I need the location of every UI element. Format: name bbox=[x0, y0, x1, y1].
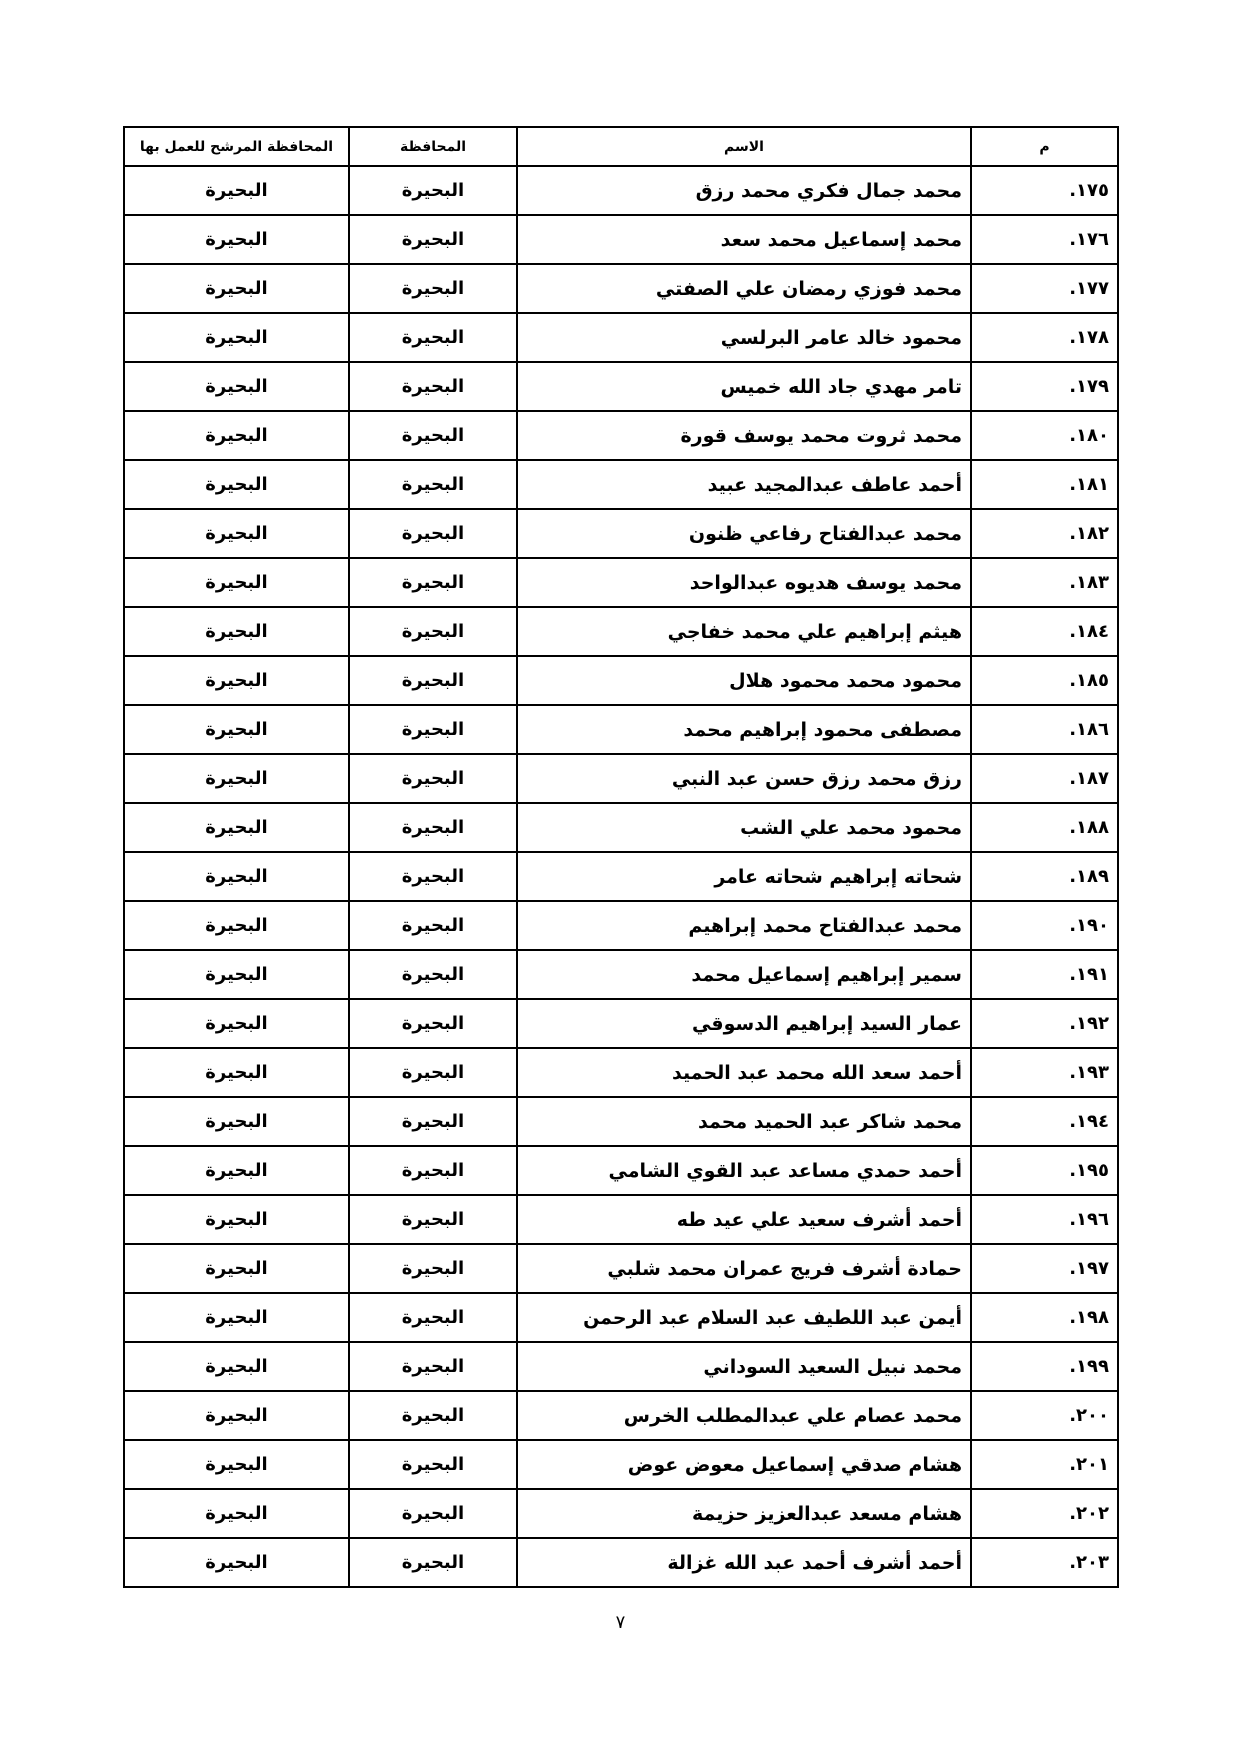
row-number: ١٨٥. bbox=[971, 656, 1118, 705]
row-governorate: البحيرة bbox=[349, 313, 517, 362]
row-assigned-governorate: البحيرة bbox=[124, 1538, 349, 1587]
row-number: ١٧٩. bbox=[971, 362, 1118, 411]
table-row bbox=[124, 1342, 1118, 1391]
row-name: مصطفى محمود إبراهيم محمد bbox=[517, 705, 971, 754]
row-assigned-governorate: البحيرة bbox=[124, 999, 349, 1048]
table-row bbox=[124, 950, 1118, 999]
row-number: ٢٠٢. bbox=[971, 1489, 1118, 1538]
table-row bbox=[124, 1391, 1118, 1440]
row-name: محمد يوسف هديوه عبدالواحد bbox=[517, 558, 971, 607]
row-name: محمد فوزي رمضان علي الصفتي bbox=[517, 264, 971, 313]
row-name: حمادة أشرف فريج عمران محمد شلبي bbox=[517, 1244, 971, 1293]
table-row bbox=[124, 901, 1118, 950]
row-number: ١٩٤. bbox=[971, 1097, 1118, 1146]
table-row bbox=[124, 656, 1118, 705]
table-row bbox=[124, 1146, 1118, 1195]
row-number: ١٩٩. bbox=[971, 1342, 1118, 1391]
row-governorate: البحيرة bbox=[349, 1048, 517, 1097]
row-number: ١٩٥. bbox=[971, 1146, 1118, 1195]
row-number: ١٧٨. bbox=[971, 313, 1118, 362]
row-name: عمار السيد إبراهيم الدسوقي bbox=[517, 999, 971, 1048]
table-row bbox=[124, 460, 1118, 509]
row-governorate: البحيرة bbox=[349, 1195, 517, 1244]
row-number: ١٨٠. bbox=[971, 411, 1118, 460]
row-governorate: البحيرة bbox=[349, 1244, 517, 1293]
table-body bbox=[124, 166, 1118, 1587]
table-row bbox=[124, 509, 1118, 558]
row-governorate: البحيرة bbox=[349, 999, 517, 1048]
row-number: ١٨٢. bbox=[971, 509, 1118, 558]
row-assigned-governorate: البحيرة bbox=[124, 509, 349, 558]
table-row bbox=[124, 1244, 1118, 1293]
row-number: ١٩٣. bbox=[971, 1048, 1118, 1097]
row-governorate: البحيرة bbox=[349, 852, 517, 901]
row-governorate: البحيرة bbox=[349, 1293, 517, 1342]
row-governorate: البحيرة bbox=[349, 411, 517, 460]
table-row bbox=[124, 1097, 1118, 1146]
row-number: ١٩٨. bbox=[971, 1293, 1118, 1342]
row-assigned-governorate: البحيرة bbox=[124, 901, 349, 950]
row-number: ١٩٠. bbox=[971, 901, 1118, 950]
row-governorate: البحيرة bbox=[349, 215, 517, 264]
row-assigned-governorate: البحيرة bbox=[124, 558, 349, 607]
row-name: أحمد أشرف سعيد علي عيد طه bbox=[517, 1195, 971, 1244]
row-assigned-governorate: البحيرة bbox=[124, 1440, 349, 1489]
header-governorate: المحافظة bbox=[349, 127, 517, 166]
row-governorate: البحيرة bbox=[349, 1440, 517, 1489]
row-assigned-governorate: البحيرة bbox=[124, 607, 349, 656]
row-assigned-governorate: البحيرة bbox=[124, 1293, 349, 1342]
row-name: محمد شاكر عبد الحميد محمد bbox=[517, 1097, 971, 1146]
table-row bbox=[124, 705, 1118, 754]
table-row bbox=[124, 362, 1118, 411]
row-governorate: البحيرة bbox=[349, 1146, 517, 1195]
row-name: شحاته إبراهيم شحاته عامر bbox=[517, 852, 971, 901]
row-number: ١٨٩. bbox=[971, 852, 1118, 901]
header-assigned-governorate: المحافظة المرشح للعمل بها bbox=[124, 127, 349, 166]
row-assigned-governorate: البحيرة bbox=[124, 362, 349, 411]
row-assigned-governorate: البحيرة bbox=[124, 1048, 349, 1097]
row-assigned-governorate: البحيرة bbox=[124, 215, 349, 264]
row-name: محمد نبيل السعيد السوداني bbox=[517, 1342, 971, 1391]
row-number: ١٩٢. bbox=[971, 999, 1118, 1048]
row-governorate: البحيرة bbox=[349, 656, 517, 705]
row-number: ١٨٧. bbox=[971, 754, 1118, 803]
row-name: محمود محمد علي الشب bbox=[517, 803, 971, 852]
row-assigned-governorate: البحيرة bbox=[124, 1146, 349, 1195]
row-governorate: البحيرة bbox=[349, 1391, 517, 1440]
row-name: أحمد عاطف عبدالمجيد عبيد bbox=[517, 460, 971, 509]
row-governorate: البحيرة bbox=[349, 754, 517, 803]
row-governorate: البحيرة bbox=[349, 509, 517, 558]
row-number: ١٩٧. bbox=[971, 1244, 1118, 1293]
table-row bbox=[124, 607, 1118, 656]
row-number: ١٨٦. bbox=[971, 705, 1118, 754]
row-name: تامر مهدي جاد الله خميس bbox=[517, 362, 971, 411]
row-assigned-governorate: البحيرة bbox=[124, 1342, 349, 1391]
row-assigned-governorate: البحيرة bbox=[124, 1244, 349, 1293]
header-num: م bbox=[971, 127, 1118, 166]
row-number: ١٨٨. bbox=[971, 803, 1118, 852]
row-number: ١٩١. bbox=[971, 950, 1118, 999]
row-number: ٢٠١. bbox=[971, 1440, 1118, 1489]
row-number: ٢٠٠. bbox=[971, 1391, 1118, 1440]
row-number: ١٧٧. bbox=[971, 264, 1118, 313]
row-number: ١٩٦. bbox=[971, 1195, 1118, 1244]
row-governorate: البحيرة bbox=[349, 460, 517, 509]
table-row bbox=[124, 264, 1118, 313]
row-name: محمود محمد محمود هلال bbox=[517, 656, 971, 705]
table-row bbox=[124, 558, 1118, 607]
row-assigned-governorate: البحيرة bbox=[124, 852, 349, 901]
row-assigned-governorate: البحيرة bbox=[124, 1489, 349, 1538]
row-governorate: البحيرة bbox=[349, 901, 517, 950]
row-governorate: البحيرة bbox=[349, 264, 517, 313]
row-governorate: البحيرة bbox=[349, 558, 517, 607]
row-name: هشام صدقي إسماعيل معوض عوض bbox=[517, 1440, 971, 1489]
row-name: محمود خالد عامر البرلسي bbox=[517, 313, 971, 362]
row-name: محمد جمال فكري محمد رزق bbox=[517, 166, 971, 215]
row-assigned-governorate: البحيرة bbox=[124, 1195, 349, 1244]
row-assigned-governorate: البحيرة bbox=[124, 705, 349, 754]
table-row bbox=[124, 999, 1118, 1048]
row-governorate: البحيرة bbox=[349, 705, 517, 754]
row-assigned-governorate: البحيرة bbox=[124, 411, 349, 460]
row-number: ٢٠٣. bbox=[971, 1538, 1118, 1587]
row-assigned-governorate: البحيرة bbox=[124, 754, 349, 803]
table-row bbox=[124, 1538, 1118, 1587]
row-number: ١٨٤. bbox=[971, 607, 1118, 656]
table-row bbox=[124, 313, 1118, 362]
row-name: أحمد سعد الله محمد عبد الحميد bbox=[517, 1048, 971, 1097]
row-number: ١٨١. bbox=[971, 460, 1118, 509]
row-assigned-governorate: البحيرة bbox=[124, 460, 349, 509]
table-row bbox=[124, 803, 1118, 852]
table-header bbox=[124, 127, 1118, 166]
row-name: محمد عبدالفتاح محمد إبراهيم bbox=[517, 901, 971, 950]
row-name: أحمد أشرف أحمد عبد الله غزالة bbox=[517, 1538, 971, 1587]
row-governorate: البحيرة bbox=[349, 803, 517, 852]
row-governorate: البحيرة bbox=[349, 166, 517, 215]
row-assigned-governorate: البحيرة bbox=[124, 166, 349, 215]
table-row bbox=[124, 754, 1118, 803]
header-name: الاسم bbox=[517, 127, 971, 166]
row-name: أيمن عبد اللطيف عبد السلام عبد الرحمن bbox=[517, 1293, 971, 1342]
row-name: محمد عصام علي عبدالمطلب الخرس bbox=[517, 1391, 971, 1440]
row-name: أحمد حمدي مساعد عبد القوي الشامي bbox=[517, 1146, 971, 1195]
page-number: ٧ bbox=[615, 1612, 626, 1633]
row-assigned-governorate: البحيرة bbox=[124, 264, 349, 313]
table-row bbox=[124, 852, 1118, 901]
row-assigned-governorate: البحيرة bbox=[124, 803, 349, 852]
header-row bbox=[124, 127, 1118, 166]
table-row bbox=[124, 411, 1118, 460]
table-row bbox=[124, 1195, 1118, 1244]
row-governorate: البحيرة bbox=[349, 1097, 517, 1146]
row-name: محمد إسماعيل محمد سعد bbox=[517, 215, 971, 264]
table-row bbox=[124, 215, 1118, 264]
row-assigned-governorate: البحيرة bbox=[124, 313, 349, 362]
table-row bbox=[124, 1048, 1118, 1097]
row-governorate: البحيرة bbox=[349, 1342, 517, 1391]
row-name: هشام مسعد عبدالعزيز حزيمة bbox=[517, 1489, 971, 1538]
row-assigned-governorate: البحيرة bbox=[124, 950, 349, 999]
row-name: رزق محمد رزق حسن عبد النبي bbox=[517, 754, 971, 803]
row-governorate: البحيرة bbox=[349, 362, 517, 411]
row-name: سمير إبراهيم إسماعيل محمد bbox=[517, 950, 971, 999]
row-assigned-governorate: البحيرة bbox=[124, 656, 349, 705]
row-assigned-governorate: البحيرة bbox=[124, 1097, 349, 1146]
row-name: هيثم إبراهيم علي محمد خفاجي bbox=[517, 607, 971, 656]
row-number: ١٧٥. bbox=[971, 166, 1118, 215]
row-number: ١٨٣. bbox=[971, 558, 1118, 607]
row-name: محمد ثروت محمد يوسف قورة bbox=[517, 411, 971, 460]
row-governorate: البحيرة bbox=[349, 1489, 517, 1538]
row-governorate: البحيرة bbox=[349, 950, 517, 999]
row-governorate: البحيرة bbox=[349, 1538, 517, 1587]
row-name: محمد عبدالفتاح رفاعي ظنون bbox=[517, 509, 971, 558]
row-governorate: البحيرة bbox=[349, 607, 517, 656]
table-row bbox=[124, 166, 1118, 215]
row-assigned-governorate: البحيرة bbox=[124, 1391, 349, 1440]
table-row bbox=[124, 1440, 1118, 1489]
table-row bbox=[124, 1293, 1118, 1342]
row-number: ١٧٦. bbox=[971, 215, 1118, 264]
table-row bbox=[124, 1489, 1118, 1538]
candidates-table bbox=[123, 126, 1119, 1588]
